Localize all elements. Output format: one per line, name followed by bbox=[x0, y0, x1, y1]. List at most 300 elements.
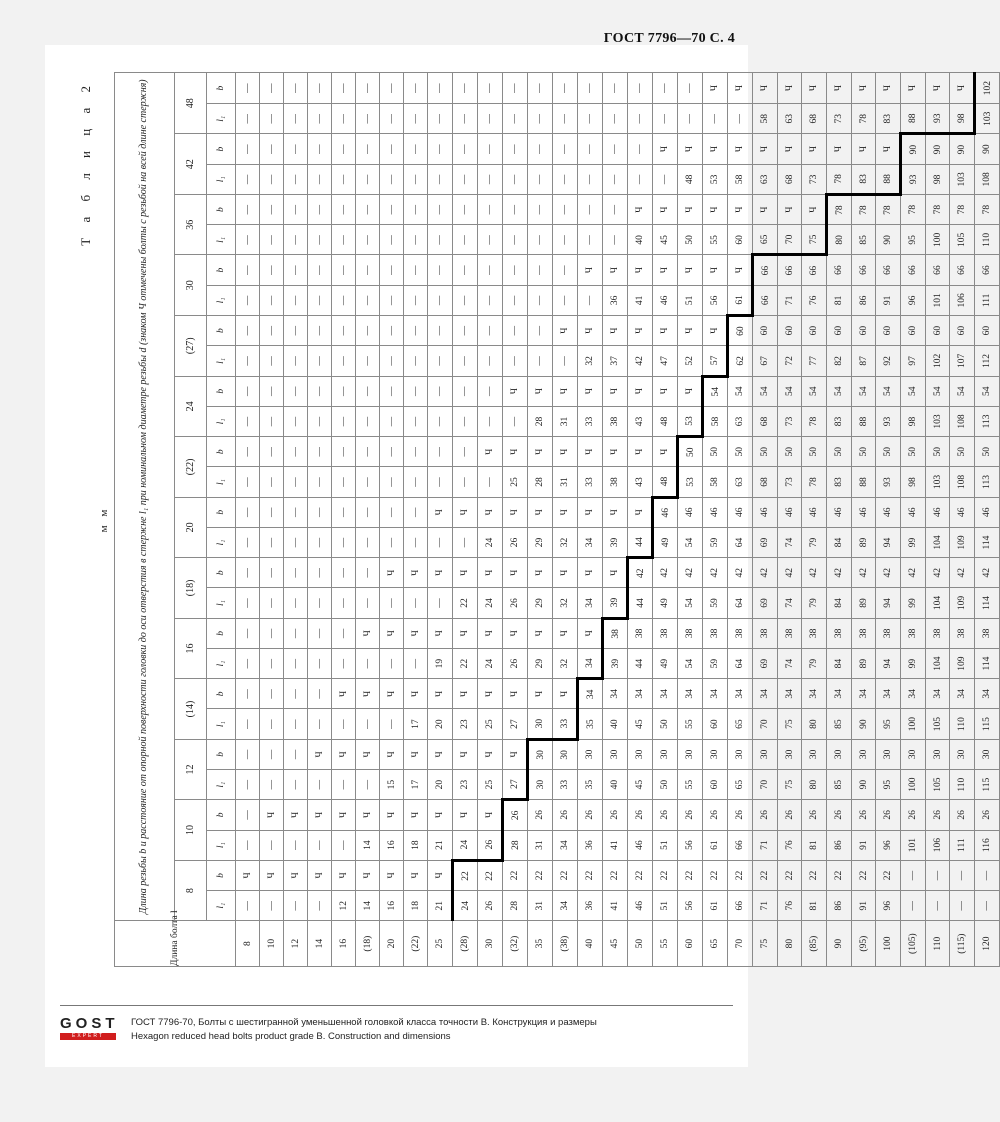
table-cell: — bbox=[478, 467, 503, 497]
table-cell: — bbox=[453, 134, 478, 164]
table-cell: Ч bbox=[332, 800, 356, 830]
table-cell: — bbox=[332, 648, 356, 678]
l1-subheader: l₁ bbox=[206, 891, 235, 921]
table-cell: 46 bbox=[901, 497, 926, 527]
table-cell: 50 bbox=[852, 437, 876, 467]
table-cell: 42 bbox=[628, 346, 653, 376]
table-cell: — bbox=[380, 225, 404, 255]
bolt-length-cell: 16 bbox=[332, 921, 356, 967]
table-cell: 103 bbox=[950, 164, 975, 194]
table-cell: 22 bbox=[578, 860, 603, 890]
table-cell: Ч bbox=[578, 618, 603, 648]
diameter-header: (22) bbox=[174, 437, 206, 498]
table-cell: 54 bbox=[778, 376, 802, 406]
table-cell: — bbox=[453, 194, 478, 224]
table-cell: 60 bbox=[703, 770, 728, 800]
table-cell: Ч bbox=[332, 679, 356, 709]
table-cell: Ч bbox=[428, 860, 453, 890]
table-cell: — bbox=[356, 437, 380, 467]
table-cell: — bbox=[284, 739, 308, 769]
table-cell: Ч bbox=[703, 73, 728, 104]
table-cell: 66 bbox=[728, 891, 753, 921]
b-subheader: b bbox=[206, 437, 235, 467]
table-cell: 26 bbox=[503, 648, 528, 678]
table-cell: — bbox=[284, 255, 308, 285]
table-cell: — bbox=[578, 285, 603, 315]
table-cell: — bbox=[332, 376, 356, 406]
table-cell: 91 bbox=[852, 830, 876, 860]
table-cell: 25 bbox=[478, 709, 503, 739]
table-cell: 42 bbox=[703, 558, 728, 588]
table-cell: Ч bbox=[603, 558, 628, 588]
table-cell: 73 bbox=[802, 164, 827, 194]
table-cell: — bbox=[380, 316, 404, 346]
table-cell: — bbox=[553, 285, 578, 315]
table-cell: — bbox=[503, 164, 528, 194]
table-cell: — bbox=[260, 406, 284, 436]
table-cell: — bbox=[628, 134, 653, 164]
table-cell: 54 bbox=[703, 376, 728, 406]
bolt-length-cell: 25 bbox=[428, 921, 453, 967]
table-cell: 58 bbox=[728, 164, 753, 194]
table-cell: — bbox=[332, 467, 356, 497]
table-cell: — bbox=[404, 406, 428, 436]
table-cell: 74 bbox=[778, 588, 802, 618]
table-cell: 71 bbox=[778, 285, 802, 315]
table-cell: — bbox=[260, 618, 284, 648]
table-cell: 66 bbox=[975, 255, 1000, 285]
table-cell: 32 bbox=[553, 648, 578, 678]
table-cell: 62 bbox=[728, 346, 753, 376]
table-cell: Ч bbox=[603, 437, 628, 467]
table-cell: 51 bbox=[678, 285, 703, 315]
table-cell: 30 bbox=[802, 739, 827, 769]
logo-gost-text: GOST bbox=[60, 1015, 119, 1032]
table-cell: 22 bbox=[728, 860, 753, 890]
table-cell: — bbox=[503, 73, 528, 104]
table-cell: 19 bbox=[428, 648, 453, 678]
table-cell: 83 bbox=[876, 104, 901, 134]
table-cell: 18 bbox=[404, 830, 428, 860]
table-cell: 66 bbox=[778, 255, 802, 285]
table-row bbox=[503, 73, 528, 967]
table-cell: — bbox=[284, 406, 308, 436]
table-cell: Ч bbox=[428, 800, 453, 830]
table-cell: Ч bbox=[728, 194, 753, 224]
table-cell: — bbox=[404, 437, 428, 467]
table-cell: Ч bbox=[578, 437, 603, 467]
table-row bbox=[678, 73, 703, 967]
table-cell: — bbox=[308, 618, 332, 648]
table-cell: 26 bbox=[802, 800, 827, 830]
table-cell: 65 bbox=[728, 709, 753, 739]
table-cell: 69 bbox=[753, 527, 778, 557]
table-cell: 74 bbox=[778, 527, 802, 557]
table-cell: — bbox=[260, 709, 284, 739]
table-cell: Ч bbox=[428, 497, 453, 527]
table-cell: — bbox=[236, 830, 260, 860]
table-cell: — bbox=[308, 406, 332, 436]
table-cell: — bbox=[404, 164, 428, 194]
table-cell: 24 bbox=[453, 830, 478, 860]
bolt-length-cell: 120 bbox=[975, 921, 1000, 967]
table-cell: — bbox=[284, 830, 308, 860]
l1-subheader: l₁ bbox=[206, 346, 235, 376]
table-cell: Ч bbox=[380, 739, 404, 769]
table-cell: 50 bbox=[653, 709, 678, 739]
table-cell: 93 bbox=[926, 104, 950, 134]
footer-divider bbox=[60, 1005, 733, 1006]
table-cell: — bbox=[356, 316, 380, 346]
table-cell: Ч bbox=[678, 316, 703, 346]
table-cell: 75 bbox=[802, 225, 827, 255]
table-cell: 50 bbox=[753, 437, 778, 467]
diameter-header: (14) bbox=[174, 679, 206, 740]
table-cell: Ч bbox=[478, 558, 503, 588]
table-cell: 54 bbox=[926, 376, 950, 406]
table-cell: — bbox=[308, 194, 332, 224]
table-cell: 38 bbox=[703, 618, 728, 648]
l1-subheader: l₁ bbox=[206, 225, 235, 255]
table-cell: — bbox=[236, 739, 260, 769]
table-cell: Ч bbox=[453, 618, 478, 648]
table-cell: — bbox=[356, 467, 380, 497]
table-row bbox=[528, 73, 553, 967]
table-cell: Ч bbox=[703, 316, 728, 346]
table-cell: 98 bbox=[901, 467, 926, 497]
table-cell: — bbox=[236, 709, 260, 739]
table-cell: 14 bbox=[356, 830, 380, 860]
table-cell: — bbox=[404, 346, 428, 376]
table-cell: — bbox=[528, 194, 553, 224]
table-cell: 30 bbox=[678, 739, 703, 769]
table-cell: 104 bbox=[926, 648, 950, 678]
table-cell: — bbox=[380, 194, 404, 224]
b-subheader: b bbox=[206, 800, 235, 830]
table-cell: 110 bbox=[950, 709, 975, 739]
table-cell: 30 bbox=[578, 739, 603, 769]
table-cell: — bbox=[603, 73, 628, 104]
table-cell: 78 bbox=[802, 406, 827, 436]
table-cell: 50 bbox=[901, 437, 926, 467]
table-row bbox=[578, 73, 603, 967]
table-row bbox=[603, 73, 628, 967]
table-cell: 91 bbox=[876, 285, 901, 315]
table-cell: Ч bbox=[428, 679, 453, 709]
table-cell: 31 bbox=[553, 467, 578, 497]
diameter-header: 12 bbox=[174, 739, 206, 800]
table-cell: — bbox=[428, 194, 453, 224]
table-cell: 42 bbox=[876, 558, 901, 588]
table-cell: 38 bbox=[802, 618, 827, 648]
table-cell: 64 bbox=[728, 648, 753, 678]
table-cell: — bbox=[284, 194, 308, 224]
table-cell: Ч bbox=[260, 860, 284, 890]
table-cell: — bbox=[678, 73, 703, 104]
table-cell: — bbox=[380, 437, 404, 467]
table-cell: — bbox=[332, 437, 356, 467]
table-cell: Ч bbox=[876, 73, 901, 104]
table-cell: — bbox=[478, 134, 503, 164]
l1-subheader: l₁ bbox=[206, 467, 235, 497]
diameter-header: 48 bbox=[174, 73, 206, 134]
table-cell: 50 bbox=[876, 437, 901, 467]
table-cell: 75 bbox=[778, 709, 802, 739]
table-cell: 54 bbox=[802, 376, 827, 406]
table-cell: 35 bbox=[578, 770, 603, 800]
table-cell: — bbox=[975, 891, 1000, 921]
table-cell: Ч bbox=[827, 73, 852, 104]
table-cell: Ч bbox=[404, 618, 428, 648]
table-cell: — bbox=[236, 164, 260, 194]
table-cell: 34 bbox=[778, 679, 802, 709]
table-cell: 64 bbox=[728, 527, 753, 557]
table-cell: — bbox=[380, 73, 404, 104]
table-cell: 54 bbox=[678, 648, 703, 678]
diameter-header: (18) bbox=[174, 558, 206, 619]
table-cell: Ч bbox=[380, 679, 404, 709]
diameter-header: 8 bbox=[174, 860, 206, 921]
table-cell: — bbox=[284, 376, 308, 406]
bolt-length-cell: 110 bbox=[926, 921, 950, 967]
table-cell: 84 bbox=[827, 588, 852, 618]
table-cell: 34 bbox=[802, 679, 827, 709]
table-cell: — bbox=[380, 255, 404, 285]
table-cell: — bbox=[308, 891, 332, 921]
table-cell: Ч bbox=[628, 316, 653, 346]
table-cell: — bbox=[428, 437, 453, 467]
table-cell: — bbox=[380, 406, 404, 436]
bolt-length-cell: 12 bbox=[284, 921, 308, 967]
table-cell: — bbox=[478, 285, 503, 315]
table-cell: Ч bbox=[802, 134, 827, 164]
table-cell: Ч bbox=[628, 194, 653, 224]
table-cell: — bbox=[528, 285, 553, 315]
table-cell: Ч bbox=[802, 194, 827, 224]
table-cell: 54 bbox=[950, 376, 975, 406]
table-cell: — bbox=[404, 467, 428, 497]
table-cell: Ч bbox=[653, 437, 678, 467]
table-cell: — bbox=[236, 497, 260, 527]
table-cell: 59 bbox=[703, 588, 728, 618]
table-cell: 38 bbox=[603, 467, 628, 497]
table-cell: 92 bbox=[876, 346, 901, 376]
table-cell: 38 bbox=[653, 618, 678, 648]
l1-subheader: l₁ bbox=[206, 830, 235, 860]
table-row bbox=[778, 73, 802, 967]
table-cell: — bbox=[236, 376, 260, 406]
table-cell: 38 bbox=[778, 618, 802, 648]
table-cell: 26 bbox=[901, 800, 926, 830]
table-cell: 56 bbox=[678, 891, 703, 921]
table-cell: 58 bbox=[753, 104, 778, 134]
table-cell: — bbox=[284, 467, 308, 497]
table-cell: 49 bbox=[653, 527, 678, 557]
table-cell: 22 bbox=[778, 860, 802, 890]
bolt-length-cell: (28) bbox=[453, 921, 478, 967]
table-cell: — bbox=[380, 648, 404, 678]
table-cell: 94 bbox=[876, 588, 901, 618]
table-cell: 34 bbox=[653, 679, 678, 709]
table-cell: — bbox=[284, 134, 308, 164]
table-cell: — bbox=[236, 194, 260, 224]
table-cell: 33 bbox=[578, 406, 603, 436]
table-cell: Ч bbox=[778, 73, 802, 104]
table-cell: — bbox=[332, 73, 356, 104]
table-cell: 42 bbox=[628, 558, 653, 588]
table-cell: 66 bbox=[753, 285, 778, 315]
table-cell: — bbox=[503, 316, 528, 346]
table-cell: — bbox=[453, 437, 478, 467]
table-cell: Ч bbox=[703, 134, 728, 164]
table-cell: — bbox=[453, 376, 478, 406]
table-cell: 30 bbox=[628, 739, 653, 769]
table-cell: Ч bbox=[528, 618, 553, 648]
table-cell: — bbox=[503, 255, 528, 285]
table-cell: 88 bbox=[852, 467, 876, 497]
table-cell: Ч bbox=[308, 860, 332, 890]
table-cell: 110 bbox=[975, 225, 1000, 255]
table-cell: 32 bbox=[553, 527, 578, 557]
bolt-length-cell: 80 bbox=[778, 921, 802, 967]
table-row bbox=[728, 73, 753, 967]
table-cell: 50 bbox=[950, 437, 975, 467]
table-cell: 30 bbox=[950, 739, 975, 769]
table-cell: — bbox=[332, 285, 356, 315]
table-row bbox=[950, 73, 975, 967]
table-cell: — bbox=[380, 346, 404, 376]
table-cell: — bbox=[478, 73, 503, 104]
table-cell: — bbox=[356, 164, 380, 194]
table-cell: 46 bbox=[653, 285, 678, 315]
table-cell: — bbox=[236, 73, 260, 104]
table-cell: 108 bbox=[950, 467, 975, 497]
table-cell: 46 bbox=[628, 891, 653, 921]
table-cell: — bbox=[478, 194, 503, 224]
table-cell: 54 bbox=[728, 376, 753, 406]
table-cell: — bbox=[236, 618, 260, 648]
table-cell: 96 bbox=[876, 830, 901, 860]
table-cell: 26 bbox=[628, 800, 653, 830]
table-cell: — bbox=[503, 134, 528, 164]
table-cell: 65 bbox=[753, 225, 778, 255]
table-cell: 34 bbox=[827, 679, 852, 709]
diameter-header: 42 bbox=[174, 134, 206, 195]
table-cell: — bbox=[356, 376, 380, 406]
l1-subheader: l₁ bbox=[206, 406, 235, 436]
table-cell: Ч bbox=[380, 800, 404, 830]
table-cell: Ч bbox=[478, 739, 503, 769]
table-cell: Ч bbox=[678, 376, 703, 406]
table-cell: 20 bbox=[428, 770, 453, 800]
table-cell: Ч bbox=[728, 255, 753, 285]
table-cell: Ч bbox=[503, 497, 528, 527]
table-cell: 38 bbox=[975, 618, 1000, 648]
table-cell: — bbox=[356, 255, 380, 285]
table-row bbox=[404, 73, 428, 967]
table-cell: — bbox=[380, 709, 404, 739]
table-cell: 54 bbox=[678, 527, 703, 557]
table-cell: 115 bbox=[975, 709, 1000, 739]
table-cell: 60 bbox=[975, 316, 1000, 346]
table-cell: — bbox=[308, 285, 332, 315]
table-cell: 36 bbox=[578, 891, 603, 921]
table-cell: 73 bbox=[778, 406, 802, 436]
table-cell: — bbox=[603, 134, 628, 164]
table-cell: 48 bbox=[653, 406, 678, 436]
table-cell: — bbox=[653, 73, 678, 104]
table-cell: — bbox=[332, 134, 356, 164]
bolt-length-cell: 55 bbox=[653, 921, 678, 967]
bolt-length-cell: (115) bbox=[950, 921, 975, 967]
table-cell: 34 bbox=[876, 679, 901, 709]
table-cell: — bbox=[260, 316, 284, 346]
table-cell: — bbox=[260, 558, 284, 588]
table-cell: 113 bbox=[975, 467, 1000, 497]
table-cell: 29 bbox=[528, 527, 553, 557]
table-cell: — bbox=[380, 164, 404, 194]
table-cell: 28 bbox=[503, 891, 528, 921]
table-cell: 27 bbox=[503, 709, 528, 739]
table-cell: — bbox=[332, 830, 356, 860]
table-cell: Ч bbox=[802, 73, 827, 104]
table-row bbox=[308, 73, 332, 967]
table-cell: — bbox=[553, 134, 578, 164]
table-cell: 78 bbox=[852, 194, 876, 224]
table-cell: 14 bbox=[356, 891, 380, 921]
table-cell: Ч bbox=[503, 558, 528, 588]
table-cell: 30 bbox=[753, 739, 778, 769]
table-cell: 49 bbox=[653, 648, 678, 678]
table-title: Т а б л и ц а 2 bbox=[78, 80, 93, 246]
table-cell: 86 bbox=[852, 285, 876, 315]
table-cell: 60 bbox=[802, 316, 827, 346]
table-cell: Ч bbox=[478, 437, 503, 467]
table-cell: 59 bbox=[703, 648, 728, 678]
table-cell: — bbox=[478, 104, 503, 134]
table-cell: — bbox=[428, 164, 453, 194]
l1-subheader: l₁ bbox=[206, 285, 235, 315]
table-cell: Ч bbox=[453, 800, 478, 830]
table-cell: — bbox=[528, 73, 553, 104]
table-cell: — bbox=[950, 860, 975, 890]
table-cell: — bbox=[926, 891, 950, 921]
table-cell: 96 bbox=[876, 891, 901, 921]
table-cell: — bbox=[553, 346, 578, 376]
table-cell: 42 bbox=[827, 558, 852, 588]
table-cell: 33 bbox=[553, 709, 578, 739]
table-cell: 53 bbox=[678, 406, 703, 436]
table-cell: Ч bbox=[728, 73, 753, 104]
table-cell: 30 bbox=[528, 709, 553, 739]
table-cell: 90 bbox=[950, 134, 975, 164]
table-cell: Ч bbox=[678, 194, 703, 224]
table-cell: 26 bbox=[503, 588, 528, 618]
table-cell: — bbox=[503, 225, 528, 255]
table-cell: — bbox=[284, 497, 308, 527]
table-row bbox=[284, 73, 308, 967]
table-cell: Ч bbox=[603, 497, 628, 527]
b-subheader: b bbox=[206, 73, 235, 104]
table-cell: 46 bbox=[653, 497, 678, 527]
table-cell: 105 bbox=[926, 770, 950, 800]
table-cell: — bbox=[236, 648, 260, 678]
table-cell: — bbox=[308, 497, 332, 527]
table-cell: 42 bbox=[975, 558, 1000, 588]
table-cell: — bbox=[332, 255, 356, 285]
gost-expert-logo bbox=[60, 1017, 122, 1040]
table-cell: — bbox=[236, 770, 260, 800]
